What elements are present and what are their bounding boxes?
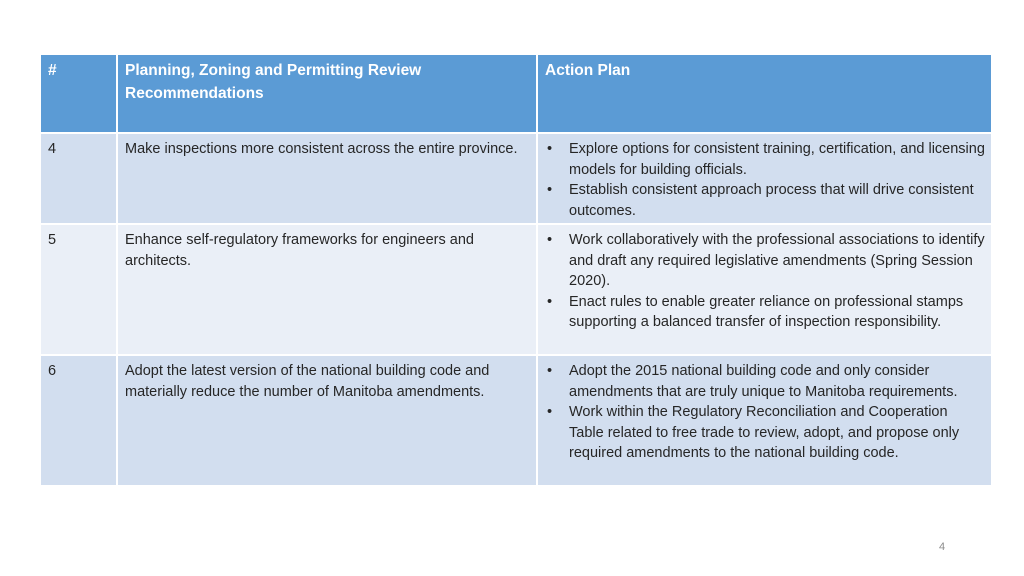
action-text: Adopt the 2015 national building code and only consider amendments that are truly unique to Manitoba requirements. xyxy=(569,363,958,400)
table-row xyxy=(40,133,992,224)
bullet-icon: • xyxy=(547,232,553,248)
header-action-plan: Action Plan xyxy=(537,54,992,133)
action-item xyxy=(545,292,985,333)
action-list xyxy=(545,139,985,221)
action-text: Explore options for consistent training, certification, and licensing models for building officials. xyxy=(569,141,985,178)
page-number: 4 xyxy=(938,541,946,553)
table-header-row xyxy=(40,54,992,133)
row-number: 4 xyxy=(40,133,117,224)
row-action-plan xyxy=(537,224,992,355)
action-item xyxy=(545,361,985,402)
bullet-icon: • xyxy=(547,363,553,379)
action-item xyxy=(545,139,985,180)
bullet-icon: • xyxy=(547,141,553,157)
row-recommendation: Make inspections more consistent across the entire province. xyxy=(117,133,537,224)
table-row xyxy=(40,224,992,355)
header-number: # xyxy=(40,54,117,133)
action-list xyxy=(545,361,985,464)
bullet-icon: • xyxy=(547,182,553,198)
row-action-plan xyxy=(537,355,992,486)
row-number: 6 xyxy=(40,355,117,486)
action-text: Enact rules to enable greater reliance on professional stamps supporting a balanced transfer of inspection responsibility. xyxy=(569,293,964,330)
row-number: 5 xyxy=(40,224,117,355)
action-list xyxy=(545,230,985,333)
action-item xyxy=(545,402,985,464)
action-text: Establish consistent approach process that will drive consistent outcomes. xyxy=(569,182,974,219)
row-action-plan xyxy=(537,133,992,224)
action-text: Work within the Regulatory Reconciliation and Cooperation Table related to free trade to review, adopt, and propose only required amendments to the national building code. xyxy=(569,404,960,461)
bullet-icon: • xyxy=(547,293,553,310)
row-recommendation: Adopt the latest version of the national building code and materially reduce the number of Manitoba amendments. xyxy=(117,355,537,486)
action-item xyxy=(545,180,985,221)
action-item xyxy=(545,230,985,292)
row-recommendation: Enhance self-regulatory frameworks for engineers and architects. xyxy=(117,224,537,355)
header-recommendation: Planning, Zoning and Permitting Review Recommendations xyxy=(117,54,537,133)
recommendations-table xyxy=(39,53,993,487)
bullet-icon: • xyxy=(547,404,553,420)
action-text: Work collaboratively with the professional associations to identify and draft any required legislative amendments (Spring Session 2020). xyxy=(569,232,985,289)
table-row xyxy=(40,355,992,486)
